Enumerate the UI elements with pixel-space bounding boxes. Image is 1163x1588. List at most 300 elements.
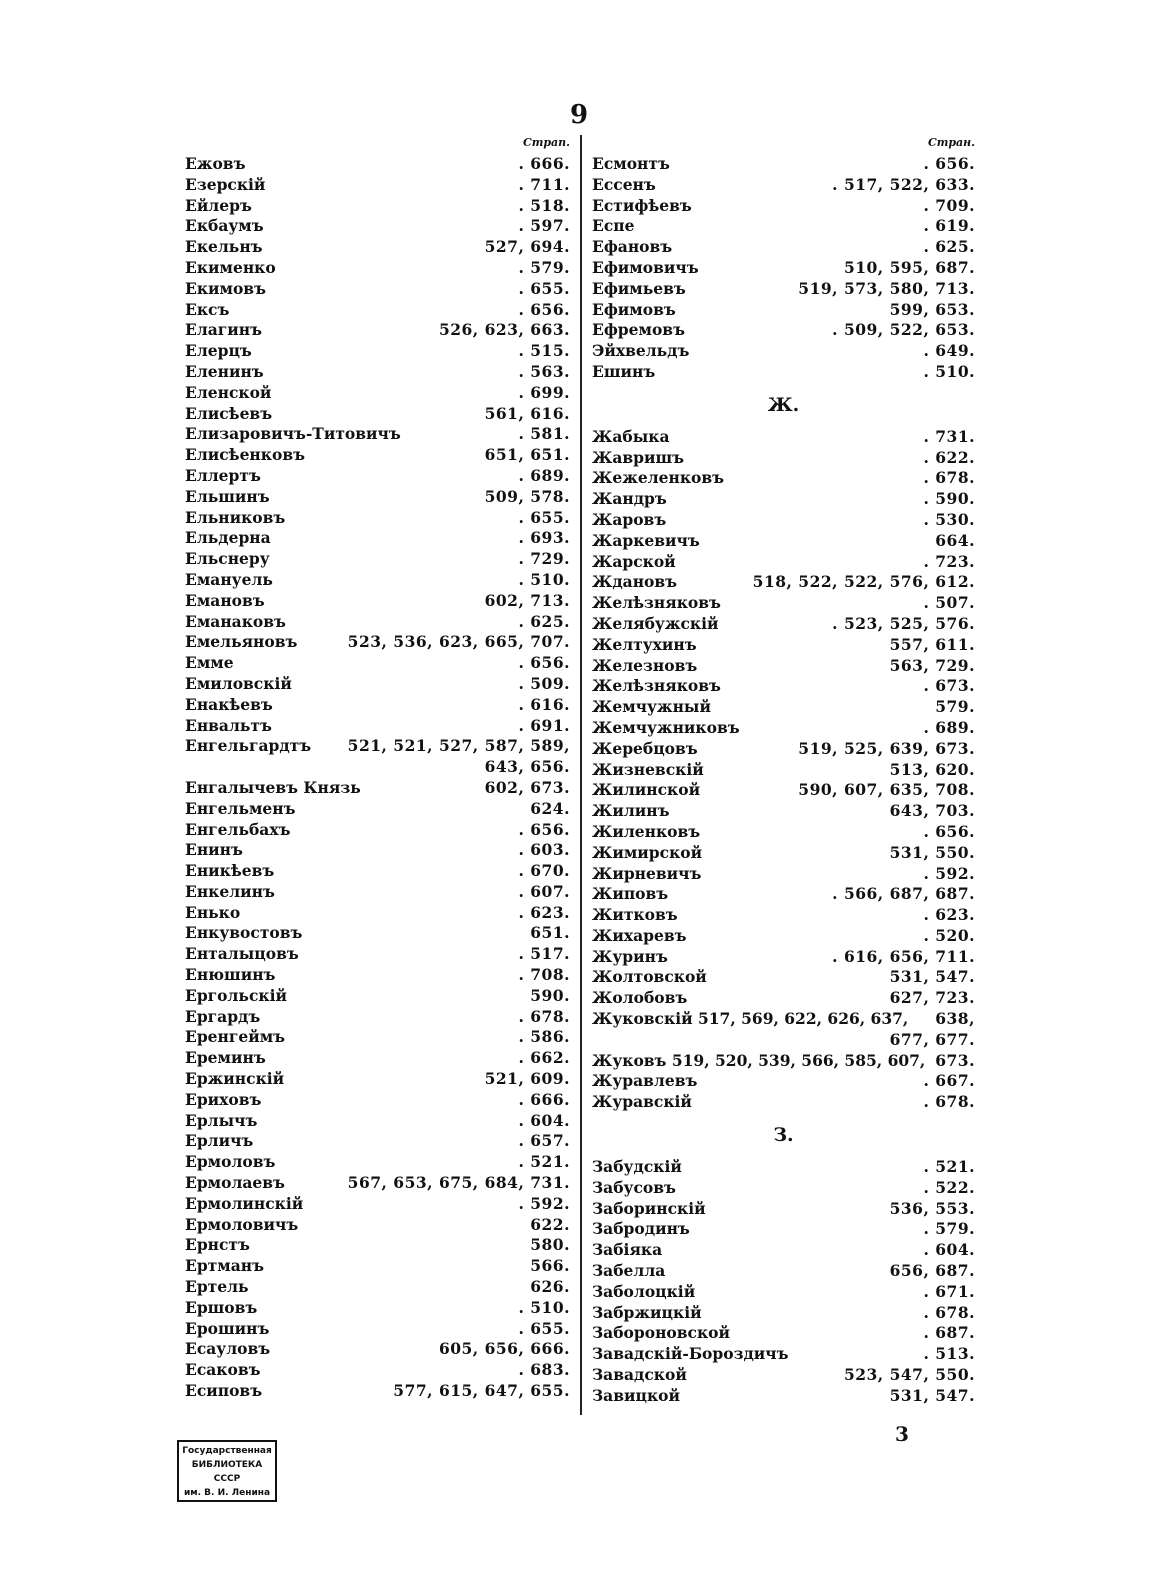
entry-name: Заборинскій [592, 1198, 706, 1218]
entry-pages: . 625. [518, 611, 570, 631]
index-entry [185, 1235, 570, 1256]
entry-pages: 510, 595, 687. [843, 257, 975, 277]
entry-name: Жаровъ [592, 509, 667, 529]
index-entry [185, 882, 570, 903]
entry-pages: 536, 553. [889, 1198, 975, 1218]
entry-name: Ермолаевъ [185, 1173, 285, 1193]
stamp-line: СССР [213, 1474, 241, 1484]
index-entry [185, 279, 570, 300]
entry-name: Желябужскій [592, 613, 719, 633]
section-letter-heading: З. [773, 1124, 794, 1147]
entry-name: Журавскій [592, 1092, 692, 1112]
index-entry [185, 1215, 570, 1236]
entry-name: Ереминъ [185, 1048, 266, 1068]
index-entry [592, 905, 975, 926]
entry-name: Ельниковъ [185, 507, 286, 527]
entry-pages: . 563. [518, 361, 570, 381]
index-entry [185, 861, 570, 882]
entry-pages: . 649. [923, 341, 975, 361]
entry-name: Желтухинъ [592, 634, 697, 654]
entry-name: Еренгеймъ [185, 1027, 286, 1047]
index-entry [592, 1219, 975, 1240]
entry-pages: . 671. [923, 1281, 975, 1301]
entry-pages: . 662. [518, 1048, 570, 1068]
entry-name: Жолобовъ [592, 988, 688, 1008]
entry-name: Енакѣевъ [185, 694, 273, 714]
index-entry [185, 716, 570, 737]
entry-pages: 577, 615, 647, 655. [393, 1381, 570, 1401]
index-entry [185, 778, 570, 799]
entry-name: Ельдерна [185, 528, 271, 548]
index-entry [592, 1092, 975, 1113]
entry-name: Ефремовъ [592, 320, 685, 340]
entry-pages: 531, 550. [889, 842, 975, 862]
entry-pages: 656, 687. [889, 1261, 975, 1281]
index-entry [592, 926, 975, 947]
index-entry [185, 965, 570, 986]
entry-pages: . 517, 522, 633. [832, 174, 975, 194]
entry-pages: 526, 623, 663. [438, 320, 570, 340]
entry-name: Ефановъ [592, 237, 673, 257]
entry-pages: . 520. [923, 925, 975, 945]
entry-pages: . 666. [518, 1089, 570, 1109]
index-entry [185, 175, 570, 196]
entry-name: Енюшинъ [185, 965, 276, 985]
entry-name: Жиповъ [592, 884, 669, 904]
index-entry [592, 1030, 975, 1051]
entry-pages: . 708. [518, 965, 570, 985]
entry-name: Ерошинъ [185, 1318, 270, 1338]
index-entry [185, 1007, 570, 1028]
entry-name: Енько [185, 902, 241, 922]
entry-pages: 519, 525, 639, 673. [798, 738, 975, 758]
index-entry [185, 591, 570, 612]
entry-pages: 579. [935, 697, 975, 717]
entry-name: Жабыка [592, 426, 670, 446]
entry-pages: . 507. [923, 593, 975, 613]
entry-name: Емануель [185, 569, 273, 589]
entry-name: Забіяка [592, 1240, 663, 1260]
index-entry [592, 448, 975, 469]
entry-name: Ельшинъ [185, 486, 270, 506]
entry-name: Ефимьевъ [592, 278, 686, 298]
entry-name: Енгалычевъ Князь [185, 777, 361, 797]
entry-pages: . 509. [518, 673, 570, 693]
entry-pages: . 581. [518, 424, 570, 444]
entry-name: Жемчужниковъ [592, 717, 740, 737]
index-entry [592, 780, 975, 801]
entry-name: Заболоцкій [592, 1281, 696, 1301]
entry-pages: . 689. [923, 717, 975, 737]
entry-pages: . 711. [518, 174, 570, 194]
entry-name: Ежовъ [185, 154, 246, 173]
index-entry [185, 404, 570, 425]
index-entry [185, 216, 570, 237]
entry-pages: . 656. [518, 299, 570, 319]
index-entry [185, 1090, 570, 1111]
index-entry [185, 653, 570, 674]
index-entry [185, 986, 570, 1007]
entry-name: Енкелинъ [185, 881, 275, 901]
entry-name: Ждановъ [592, 572, 678, 592]
index-entry [592, 1009, 975, 1030]
entry-pages: 580. [530, 1235, 570, 1255]
entry-name: Езерскій [185, 174, 266, 194]
entry-name: Желѣзняковъ [592, 593, 721, 613]
footer-signature: 3 [895, 1422, 909, 1446]
entry-pages: . 678. [923, 1302, 975, 1322]
entry-name: Енкувостовъ [185, 923, 303, 943]
index-entry [592, 843, 975, 864]
index-entry [185, 1194, 570, 1215]
entry-name: Емельяновъ [185, 632, 298, 652]
entry-name: Елисѣевъ [185, 403, 273, 423]
index-entry [185, 1298, 570, 1319]
entry-pages: 523, 547, 550. [843, 1365, 975, 1385]
entry-name: Ершовъ [185, 1297, 258, 1317]
entry-name: Емиловскій [185, 673, 292, 693]
entry-pages: 531, 547. [889, 1385, 975, 1405]
index-entry [592, 718, 975, 739]
entry-name: Забусовъ [592, 1177, 676, 1197]
index-entry [185, 196, 570, 217]
entry-pages: . 513. [923, 1344, 975, 1364]
index-entry [185, 445, 570, 466]
entry-name: Есмонтъ [592, 154, 670, 173]
entry-pages: . 656. [923, 154, 975, 173]
index-entry [185, 923, 570, 944]
index-entry [592, 531, 975, 552]
entry-name: Ернстъ [185, 1235, 250, 1255]
index-entry [185, 383, 570, 404]
entry-name: Еспе [592, 216, 635, 236]
entry-name: Жавришъ [592, 447, 685, 467]
entry-pages: . 709. [923, 195, 975, 215]
index-entry [592, 967, 975, 988]
index-entry [592, 1344, 975, 1365]
index-entry [592, 320, 975, 341]
entry-pages: . 667. [923, 1071, 975, 1091]
entry-pages: 643, 656. [484, 757, 570, 777]
entry-name: Жилинской [592, 780, 701, 800]
entry-name: Елерцъ [185, 341, 252, 361]
index-entry [592, 1365, 975, 1386]
entry-pages: . 522. [923, 1177, 975, 1197]
index-entry [185, 1360, 570, 1381]
entry-pages: 622. [530, 1214, 570, 1234]
entry-name: Забржицкій [592, 1302, 702, 1322]
index-entry [185, 466, 570, 487]
entry-name: Ейлеръ [185, 195, 252, 215]
entry-name: Ергольскій [185, 985, 287, 1005]
entry-name: Енинъ [185, 840, 243, 860]
index-entry [185, 612, 570, 633]
entry-pages: . 625. [923, 237, 975, 257]
entry-pages: 513, 620. [889, 759, 975, 779]
entry-name: Жуковскій 517, 569, 622, 626, 637, [592, 1009, 909, 1029]
index-entry [592, 489, 975, 510]
index-entry [185, 237, 570, 258]
entry-name: Елагинъ [185, 320, 263, 340]
entry-pages: 624. [530, 798, 570, 818]
entry-pages: . 655. [518, 1318, 570, 1338]
entry-name: Жизневскій [592, 759, 704, 779]
entry-name: Журинъ [592, 946, 668, 966]
right-entry-list [592, 154, 975, 1407]
entry-pages: . 723. [923, 551, 975, 571]
index-entry [185, 1339, 570, 1360]
entry-pages: . 655. [518, 507, 570, 527]
entry-pages: . 510. [518, 569, 570, 589]
entry-name: Ефимовъ [592, 299, 676, 319]
entry-pages: 677, 677. [889, 1029, 975, 1049]
entry-pages: . 616, 656, 711. [832, 946, 975, 966]
entry-name: Еникѣевъ [185, 861, 275, 881]
index-entry [592, 1240, 975, 1261]
page-number: 9 [570, 100, 589, 130]
entry-pages: . 678. [923, 468, 975, 488]
entry-pages: 563, 729. [889, 655, 975, 675]
index-entry [185, 736, 570, 757]
left-column [185, 132, 570, 1402]
index-entry [592, 635, 975, 656]
stamp-line: БИБЛИОТЕКА [191, 1460, 263, 1470]
index-entry [592, 1178, 975, 1199]
entry-pages: . 678. [518, 1006, 570, 1026]
entry-name: Железновъ [592, 655, 698, 675]
entry-name: Ериховъ [185, 1089, 262, 1109]
entry-name: Ешинъ [592, 361, 656, 381]
entry-pages: . 521. [518, 1152, 570, 1172]
entry-name: Екбаумъ [185, 216, 264, 236]
entry-name: Жарской [592, 551, 676, 571]
entry-name: Забудскій [592, 1157, 682, 1177]
index-entry [185, 1069, 570, 1090]
entry-name: Енгельбахъ [185, 819, 291, 839]
entry-pages: . 517. [518, 944, 570, 964]
column-divider [580, 135, 582, 1415]
entry-pages: . 729. [518, 549, 570, 569]
entry-pages: 527, 694. [484, 237, 570, 257]
index-entry [592, 864, 975, 885]
entry-name: Ермолинскій [185, 1193, 304, 1213]
entry-name: Емановъ [185, 590, 265, 610]
entry-name: Завадскій-Бороздичъ [592, 1344, 789, 1364]
entry-name: Ельснеру [185, 549, 270, 569]
entry-pages: . 590. [923, 489, 975, 509]
index-entry [592, 572, 975, 593]
index-entry [592, 258, 975, 279]
entry-pages: . 586. [518, 1027, 570, 1047]
entry-name: Елисѣенковъ [185, 445, 305, 465]
entry-pages: . 616. [518, 694, 570, 714]
entry-pages: . 623. [518, 902, 570, 922]
index-entry [185, 757, 570, 778]
entry-pages: . 656. [518, 819, 570, 839]
index-entry [185, 549, 570, 570]
entry-name: Жемчужный [592, 697, 711, 717]
index-entry [592, 884, 975, 905]
entry-name: Эйхвельдъ [592, 341, 690, 361]
index-entry [592, 760, 975, 781]
entry-name: Естифѣевъ [592, 195, 692, 215]
index-entry [592, 468, 975, 489]
index-entry [592, 1261, 975, 1282]
index-entry [185, 1027, 570, 1048]
index-entry [185, 799, 570, 820]
index-entry [185, 695, 570, 716]
entry-name: Забродинъ [592, 1219, 690, 1239]
library-stamp [177, 1440, 277, 1502]
stamp-line: Государственная [182, 1446, 272, 1456]
entry-name: Елизаровичъ-Титовичъ [185, 424, 401, 444]
entry-name: Желѣзняковъ [592, 676, 721, 696]
entry-pages: 567, 653, 675, 684, 731. [347, 1173, 570, 1193]
index-entry [592, 362, 975, 383]
entry-pages: . 691. [518, 715, 570, 735]
entry-pages: 626. [530, 1277, 570, 1297]
index-entry [185, 300, 570, 321]
index-entry [185, 944, 570, 965]
index-entry [592, 1323, 975, 1344]
index-entry [185, 487, 570, 508]
entry-pages: 519, 573, 580, 713. [798, 278, 975, 298]
index-entry [185, 820, 570, 841]
entry-pages: . 510. [518, 1297, 570, 1317]
entry-name: Ержинскій [185, 1069, 285, 1089]
index-entry [185, 1131, 570, 1152]
entry-name: Жуковъ 519, 520, 539, 566, 585, 607, [592, 1050, 926, 1070]
entry-name: Ерличъ [185, 1131, 254, 1151]
index-entry [592, 697, 975, 718]
entry-pages: . 592. [923, 863, 975, 883]
entry-pages: . 603. [518, 840, 570, 860]
index-entry [592, 552, 975, 573]
entry-name: Забороновской [592, 1323, 730, 1343]
index-entry [185, 1381, 570, 1402]
entry-pages: . 579. [923, 1219, 975, 1239]
index-entry [592, 1386, 975, 1407]
entry-pages: 673. [935, 1050, 975, 1070]
entry-pages: 627, 723. [889, 988, 975, 1008]
index-entry [185, 674, 570, 695]
entry-name: Ертманъ [185, 1256, 264, 1276]
entry-name: Емме [185, 653, 234, 673]
entry-pages: 602, 673. [484, 777, 570, 797]
entry-name: Ермоловъ [185, 1152, 276, 1172]
entry-pages: 518, 522, 522, 576, 612. [752, 572, 975, 592]
entry-name: Жежеленковъ [592, 468, 725, 488]
index-entry [185, 528, 570, 549]
entry-pages: . 699. [518, 382, 570, 402]
index-entry [592, 822, 975, 843]
index-entry [592, 1282, 975, 1303]
left-column-header: Страп. [522, 136, 570, 149]
entry-name: Ексъ [185, 299, 230, 319]
entry-name: Ефимовичъ [592, 257, 699, 277]
index-entry [592, 1051, 975, 1072]
index-entry [592, 1303, 975, 1324]
index-entry [592, 216, 975, 237]
index-entry [185, 1256, 570, 1277]
index-entry [592, 175, 975, 196]
entry-name: Есиповъ [185, 1381, 263, 1401]
entry-pages: 590. [530, 985, 570, 1005]
entry-pages: 590, 607, 635, 708. [798, 780, 975, 800]
entry-name: Ессенъ [592, 174, 656, 194]
entry-pages: . 731. [923, 426, 975, 446]
entry-name: Журавлевъ [592, 1071, 698, 1091]
entry-name: Енгельменъ [185, 798, 296, 818]
index-entry [185, 1277, 570, 1298]
entry-pages: . 566, 687, 687. [832, 884, 975, 904]
entry-pages: 602, 713. [484, 590, 570, 610]
entry-pages: . 656. [923, 821, 975, 841]
entry-pages: . 518. [518, 195, 570, 215]
index-entry [185, 424, 570, 445]
entry-name: Жилинъ [592, 801, 670, 821]
entry-pages: . 597. [518, 216, 570, 236]
entry-name: Жаркевичъ [592, 530, 700, 550]
index-entry [592, 1071, 975, 1092]
entry-pages: 651, 651. [484, 445, 570, 465]
entry-name: Забелла [592, 1261, 666, 1281]
index-entry [592, 988, 975, 1009]
section-letter-heading: Ж. [767, 393, 800, 416]
index-entry [185, 320, 570, 341]
entry-pages: . 592. [518, 1193, 570, 1213]
entry-pages: . 607. [518, 881, 570, 901]
index-entry [592, 196, 975, 217]
index-entry [185, 1173, 570, 1194]
entry-pages: . 670. [518, 861, 570, 881]
index-entry [185, 258, 570, 279]
entry-name: Енталыцовъ [185, 944, 299, 964]
entry-pages: . 683. [518, 1360, 570, 1380]
entry-name: Еленинъ [185, 361, 264, 381]
entry-pages: 599, 653. [889, 299, 975, 319]
index-entry [185, 508, 570, 529]
entry-pages: 521, 521, 527, 587, 589, [347, 736, 570, 756]
entry-name: Ергардъ [185, 1006, 261, 1026]
index-entry [592, 1157, 975, 1178]
index-entry [592, 739, 975, 760]
entry-pages: . 510. [923, 361, 975, 381]
right-column [592, 132, 975, 1407]
left-entry-list [185, 154, 570, 1402]
entry-pages: . 619. [923, 216, 975, 236]
entry-pages: . 604. [518, 1110, 570, 1130]
entry-name: Жеребцовъ [592, 738, 698, 758]
entry-name: Житковъ [592, 905, 678, 925]
entry-pages: . 530. [923, 509, 975, 529]
entry-name: Жихаревъ [592, 925, 687, 945]
index-entry [592, 947, 975, 968]
index-entry [592, 676, 975, 697]
entry-name: Еманаковъ [185, 611, 286, 631]
entry-pages: . 523, 525, 576. [832, 613, 975, 633]
index-entry [185, 341, 570, 362]
index-entry [592, 656, 975, 677]
entry-name: Енгельгардтъ [185, 736, 312, 756]
entry-pages: . 657. [518, 1131, 570, 1151]
entry-name: Завицкой [592, 1385, 680, 1405]
index-entry [185, 1111, 570, 1132]
entry-pages: 643, 703. [889, 801, 975, 821]
entry-name: Жимирской [592, 842, 703, 862]
index-entry [185, 632, 570, 653]
entry-pages: . 515. [518, 341, 570, 361]
